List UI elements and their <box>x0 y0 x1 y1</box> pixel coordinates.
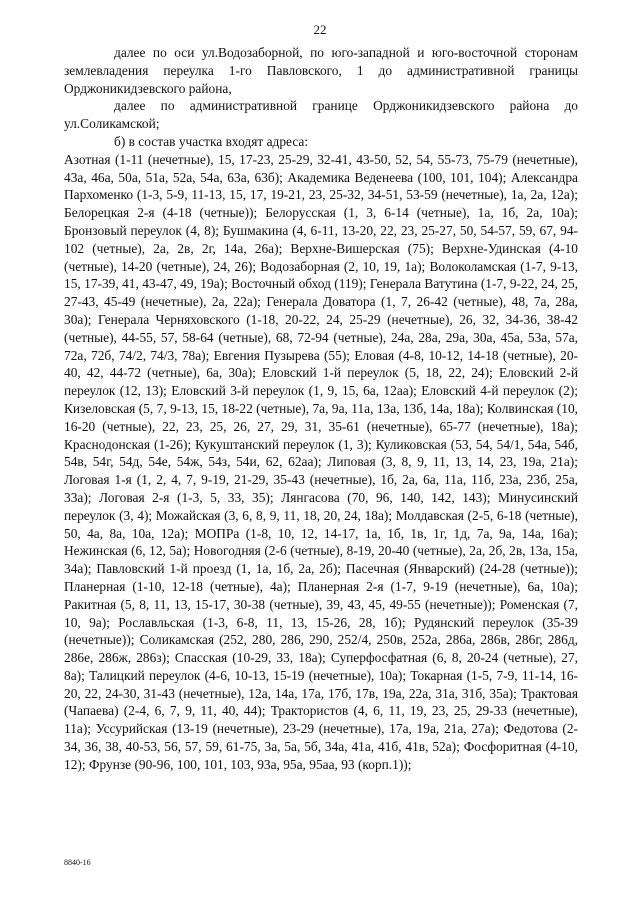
footer-code: 8840-16 <box>64 858 91 867</box>
paragraph-boundary-1: далее по оси ул.Водозаборной, по юго-западной и юго-восточной сторонам землевладения переулка 1-го Павловского, 1 до административной границы Орджоникидзевского района, <box>64 45 578 96</box>
address-list: Азотная (1-11 (нечетные), 15, 17-23, 25-29, 32-41, 43-50, 52, 54, 55-73, 75-79 (нечетные), 43а, 46а, 50а, 51а, 52а, 54а, 63а, 63б); Академика Веденеева (100, 101, 104); Александра Пархоменко (1-3, 5-9, 11-13, 15, 17, 19-21, 23, 25-32, 34-51, 53-59 (нечетные), 1а, 2а, 12а); Белорецкая 2-я (4-18 (четные)); Белорусская (1, 3, 6-14 (четные), 1а, 1б, 2а, 10а); Бронзовый переулок (4, 8); Бушмакина (4, 6-11, 13-20, 22, 23, 25-27, 50, 54-57, 59, 67, 94-102 (четные), 2а, 2в, 2г, 14а, 26а); Верхне-Вишерская (75); Верхне-Удинская (4-10 (четные), 14-20 (четные), 24, 26); Водозаборная (2, 10, 19, 1а); Волоколамская (1-7, 9-13, 15, 17-39, 41, 43-47, 49, 19а); Восточный обход (119); Генерала Ватутина (1-7, 9-22, 24, 25, 27-43, 45-49 (нечетные), 2а, 22а); Генерала Доватора (1, 7, 26-42 (четные), 48, 7а, 28а, 30а); Генерала Черняховского (1-18, 20-22, 24, 25-29 (нечетные), 26, 32, 34-36, 38-42 (четные), 44-55, 57, 58-64 (четные), 68, 72-94 (четные), 24а, 28а, 29а, 30а, 45а, 53а, 57а, 72а, 72б, 74/2, 74/3, 78а); Евгения Пузырева (55); Еловая (4-8, 10-12, 14-18 (четные), 20-40, 42, 44-72 (четные), 6а, 30а); Еловский 1-й переулок (5, 18, 22, 24); Еловский 2-й переулок (12, 13); Еловский 3-й переулок (1, 9, 15, 6а, 12аа); Еловский 4-й переулок (2); Кизеловская (5, 7, 9-13, 15, 18-22 (четные), 7а, 9а, 11а, 13а, 13б, 14а, 18а); Колвинская (10, 16-20 (четные), 22, 23, 25, 26, 27, 29, 31, 35-61 (нечетные), 65-77 (нечетные), 18а); Краснодонская (1-26); Кукуштанский переулок (1, 3); Куликовская (53, 54, 54/1, 54а, 54б, 54в, 54г, 54д, 54е, 54ж, 54з, 54и, 62, 62аа); Липовая (3, 8, 9, 11, 13, 14, 23, 19а, 21а); Логовая 1-я (1, 2, 4, 7, 9-19, 21-29, 35-43 (нечетные), 1б, 2а, 6а, 11а, 11б, 23а, 23б, 25а, 33а); Логовая 2-я (1-3, 5, 33, 35); Лянгасова (70, 96, 140, 142, 143); Минусинский переулок (3, 4); Можайская (3, 6, 8, 9, 11, 18, 20, 24, 18а); Молдавская (2-5, 6-18 (четные), 50, 4а, 8а, 10а, 12а); МОПРа (1-8, 10, 12, 14-17, 1а, 1б, 1в, 1г, 1д, 7а, 9а, 14а, 16а); Нежинская (6, 12, 5а); Новогодняя (2-6 (четные), 8-19, 20-40 (четные), 2а, 2б, 2в, 13а, 15а, 34а); Павловский 1-й проезд (1, 1а, 1б, 2а, 2б); Пасечная (Январский) (24-28 (четные)); Планерная (1-10, 12-18 (четные), 4а); Планерная 2-я (1-7, 9-19 (нечетные), 6а, 10а); Ракитная (5, 8, 11, 13, 15-17, 30-38 (четные), 39, 43, 45, 49-55 (нечетные)); Роменская (7, 10, 9а); Рославльская (1-3, 6-8, 11, 13, 15-26, 28, 1б); Рудянский переулок (35-39 (нечетные)); Соликамская (252, 280, 286, 290, 252/4, 250в, 252а, 286а, 286в, 286г, 286д, 286е, 286ж, 286з); Спасская (10-29, 33, 18а); Суперфосфатная (6, 8, 20-24 (четные), 27, 8а); Талицкий переулок (4-6, 10-13, 15-19 (нечетные), 10а); Токарная (1-5, 7-9, 11-14, 16-20, 22, 24-30, 31-43 (нечетные), 12а, 14а, 17а, 17б, 17в, 19а, 22а, 31а, 31б, 35а); Трактовая (Чапаева) (2-4, 6, 7, 9, 11, 40, 44); Трактористов (4, 6, 11, 19, 23, 25, 29-33 (нечетные), 11а); Уссурийская (13-19 (нечетные), 23-29 (нечетные), 17а, 19а, 21а, 27а); Федотова (2-34, 36, 38, 40-53, 56, 57, 59, 61-75, 3а, 5а, 5б, 34а, 41а, 41б, 41в, 52а); Фосфоритная (4-10, 12); Фрунзе (90-96, 100, 101, 103, 93а, 95а, 95аа, 93 (корп.1)); <box>64 151 578 772</box>
page-number: 22 <box>313 22 327 37</box>
paragraph-boundary-2: далее по административной границе Орджоникидзевского района до ул.Соликамской; <box>64 98 578 132</box>
paragraph-addresses-heading: б) в состав участка входят адреса: <box>114 133 309 149</box>
document-body <box>64 44 578 774</box>
